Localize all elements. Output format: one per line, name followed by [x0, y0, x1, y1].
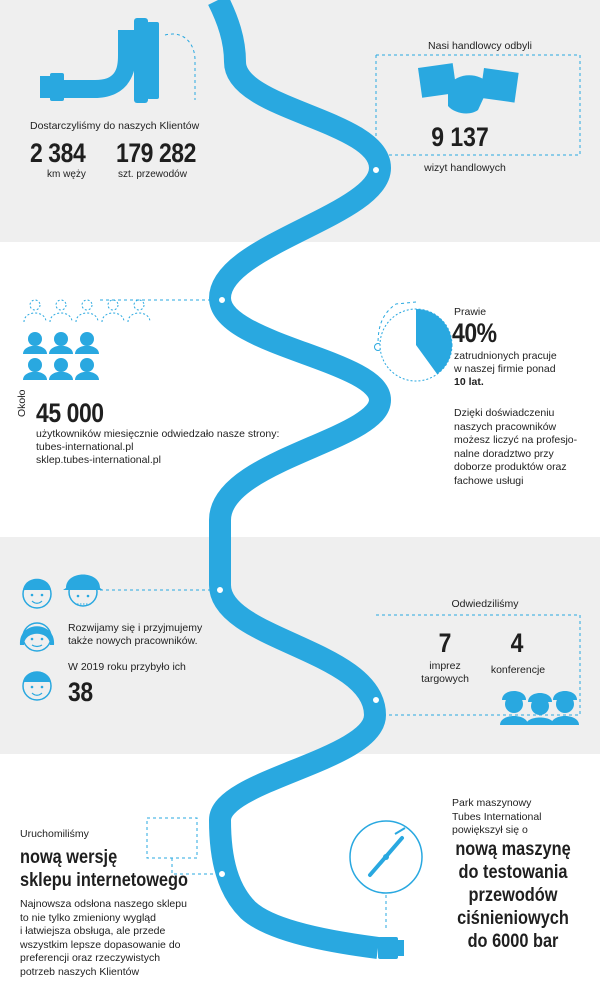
almost-label: Prawie [454, 306, 487, 318]
hose-dash [165, 34, 195, 100]
machine-headline [433, 838, 593, 953]
fairs-value: 7 [438, 628, 452, 658]
shop-desc-line: Najnowsza odsłona naszego sklepu [20, 898, 187, 910]
staff-line-2: w naszej firmie ponad [454, 363, 556, 375]
machine-line: przewodów [468, 885, 558, 906]
people-grid-icon [23, 332, 99, 380]
workers-group-icon [500, 691, 579, 725]
hose-value: 2 384 [30, 138, 86, 168]
experience-line: fachowe usługi [454, 474, 524, 487]
shop-desc-line: i łatwiejsza obsługa, ale przede [20, 925, 166, 937]
new-staff-value: 38 [68, 677, 93, 707]
launched-label: Uruchomiliśmy [20, 828, 89, 840]
people-outline-row [24, 300, 150, 322]
face-icon-2 [20, 623, 54, 651]
conf-label: konferencje [490, 664, 546, 676]
visits-unit: wizyt handlowych [424, 162, 506, 174]
worker-helmet-icon [63, 575, 103, 607]
fairs-line-2: targowych [421, 673, 469, 685]
monitor-dash [147, 818, 197, 858]
tubes-value: 179 282 [116, 138, 196, 168]
shop-headline-1: nową wersję [20, 847, 118, 868]
hose-end-connector [378, 937, 404, 959]
hose-icon [40, 18, 159, 103]
machine-line: ciśnieniowych [457, 908, 569, 929]
grow-line-2: także nowych pracowników. [68, 635, 198, 647]
year-text: W 2019 roku przybyło ich [68, 661, 186, 673]
site-2-link[interactable]: sklep.tubes-international.pl [36, 454, 161, 466]
park-line: Tubes International [452, 810, 542, 823]
percent-pie-chart [380, 309, 452, 381]
main-hose [218, 0, 380, 948]
face-icon-3 [23, 672, 51, 701]
fairs-line-1: imprez [429, 660, 461, 672]
pressure-gauge-icon [350, 821, 422, 893]
machine-line: nową maszynę [455, 839, 571, 860]
park-line: powiększył się o [452, 824, 528, 836]
experience-text [454, 407, 577, 488]
shop-desc-line: potrzeb naszych Klientów [20, 965, 140, 978]
shop-desc-line: to nie tylko zmieniony wygląd [20, 911, 156, 924]
delivered-title: Dostarczyliśmy do naszych Klientów [30, 120, 200, 132]
approx-label: Około [16, 389, 28, 417]
sales-title: Nasi handlowcy odbyli [428, 40, 532, 52]
tubes-unit: szt. przewodów [118, 169, 187, 180]
experience-line: doborze produktów oraz [454, 461, 567, 473]
park-text [452, 797, 542, 838]
users-value: 45 000 [36, 398, 104, 428]
park-line: Park maszynowy [452, 797, 532, 809]
experience-line: nalne doradztwo przy [454, 447, 554, 460]
users-text: użytkowników miesięcznie odwiedzało nasze strony: [36, 428, 280, 440]
handshake-icon [418, 63, 519, 113]
conf-value: 4 [510, 628, 524, 658]
percent-value: 40% [452, 318, 497, 348]
staff-line-1: zatrudnionych pracuje [454, 350, 557, 362]
face-icon-1 [23, 579, 51, 608]
shop-headline-2: sklepu internetowego [20, 870, 188, 891]
visited-title: Odwiedziliśmy [451, 598, 519, 610]
hose-unit: km węży [47, 169, 86, 180]
staff-line-3: 10 lat. [454, 376, 484, 388]
visits-value: 9 137 [431, 122, 489, 152]
machine-line: do 6000 bar [467, 931, 559, 952]
experience-line: możesz liczyć na profesjo- [454, 434, 578, 446]
machine-line: do testowania [458, 862, 568, 883]
shop-desc-line: preferencji oraz rzeczywistych [20, 952, 161, 964]
experience-line: naszych pracowników [454, 420, 557, 433]
site-1-link[interactable]: tubes-international.pl [36, 441, 134, 453]
experience-line: Dzięki doświadczeniu [454, 407, 555, 419]
grow-line-1: Rozwijamy się i przyjmujemy [68, 622, 203, 634]
shop-desc-line: wszystkim lepsze dopasowanie do [20, 938, 181, 951]
shop-description [20, 898, 187, 979]
